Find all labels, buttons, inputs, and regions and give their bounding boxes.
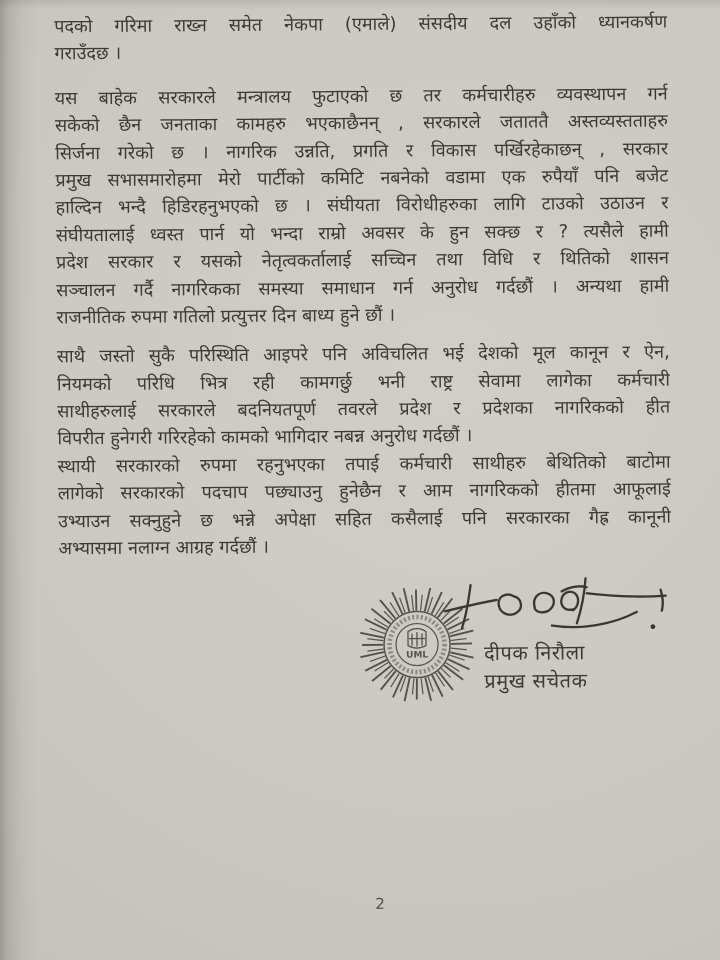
text-line: नियमको परिधि भित्र रही कामगर्छु भनी राष्ट्र सेवामा लागेका कर्मचारी	[56, 369, 671, 396]
text-line: गराउँदछ ।	[54, 43, 122, 65]
stamp-spike	[412, 595, 414, 611]
text-line: सकेको छैन जनताका कामहरु भएकाछैनन् , सरकारले जताततै अस्तव्यस्तताहरु	[54, 110, 669, 137]
stamp-spike	[372, 666, 391, 681]
handwritten-signature	[433, 566, 674, 646]
stamp-spike	[432, 675, 443, 697]
stamp-spike	[404, 588, 409, 611]
stamp-spike	[370, 656, 385, 661]
text-line: साथीहरुलाई सरकारले बदनियतपूर्ण तवरले प्रदेश र प्रदेशका नागरिकको हीत	[57, 396, 671, 423]
text-line: सिर्जना गरेको छ । नागरिक उन्नति, प्रगति र विकास पर्खिरहेकाछन् , सरकार	[55, 138, 669, 164]
stamp-spike	[360, 633, 384, 638]
text-line: सञ्चालन गर्दै नागरिकका समस्या समाधान गर्न अनुरोध गर्दछौं । अन्यथा हामी	[56, 275, 670, 301]
stamp-spike	[392, 592, 402, 614]
paragraph	[58, 448, 672, 562]
stamp-spike	[360, 652, 384, 657]
paragraph	[54, 9, 667, 69]
stamp-spike	[420, 595, 422, 611]
text-line: संघीयतालाई ध्वस्त पार्न यो भन्दा राम्रो अवसर के हुन सक्छ र ? त्यसैले हामी	[55, 220, 669, 247]
stamp-uml-text: UML	[406, 650, 429, 661]
text-line: स्थायी सरकारको रुपमा रहनुभएका तपाई कर्मचारी साथीहरु बेथितिको बाटोमा	[57, 451, 671, 478]
text-line: प्रदेश सरकार र यसको नेतृत्वकर्तालाई सच्चिन तथा विधि र थितिको शासन	[55, 247, 670, 274]
stamp-spike	[412, 678, 414, 694]
stamp-spike	[421, 678, 423, 694]
text-line: लागेको सरकारको पदचाप पछ्याउनु हुनेछैन र आम नागरिकको हीतमा आफूलाई	[57, 478, 671, 505]
stamp-spike	[367, 649, 383, 651]
letter-paragraphs	[54, 9, 671, 563]
page-number: 2	[375, 894, 385, 913]
text-line: प्रमुख सभासमारोहमा मेरो पार्टीको कमिटि नबनेको वडामा एक रुपैयाँ पनि बजेट	[55, 165, 669, 192]
text-line: हाल्दिन भन्दै हिडिरहनुभएको छ । संघीयता विरोधीहरुका लागि टाउको उठाउन र	[55, 192, 669, 219]
stamp-spike	[451, 648, 467, 650]
text-line: साथै जस्तो सुकै परिस्थिति आइपरे पनि अविचलित भई देशको मूल कानून र ऐन,	[56, 341, 670, 368]
text-line: यस बाहेक सरकारले मन्त्रालय फुटाएको छ तर कर्मचारीहरु व्यवस्थापन गर्न	[54, 83, 668, 110]
text-line: राजनीतिक रुपमा गतिलो प्रत्युत्तर दिन बाध्य हुने छौं ।	[56, 304, 396, 329]
text-line: पदको गरिमा राख्न समेत नेकपा (एमाले) संसदीय दल उहाँको ध्यानकर्षण	[54, 11, 668, 38]
stamp-spike	[404, 678, 409, 701]
text-line: उभ्याउन सक्नुहुने छ भन्ने अपेक्षा सहित कसैलाई पनि सरकारका गैह्र कानूनी	[57, 506, 672, 533]
paragraph	[55, 80, 670, 331]
text-line: विपरीत हुनेगरी गरिरहेको कामको भागिदार नबन्न अनुरोध गर्दछौं ।	[57, 425, 473, 450]
stamp-spike	[371, 609, 390, 624]
stamp-spike	[393, 675, 403, 697]
signatory-name: दीपक निरौला	[484, 640, 585, 666]
stamp-emblem	[408, 628, 426, 648]
stamp-spike	[367, 639, 383, 641]
stamp-spike	[448, 659, 470, 670]
text-line: अभ्यासमा नलाग्न आग्रह गर्दछौं ।	[58, 536, 270, 560]
stamp-spike	[370, 628, 385, 633]
signatory-title: प्रमुख सचेतक	[484, 668, 588, 694]
paragraph	[57, 339, 671, 453]
